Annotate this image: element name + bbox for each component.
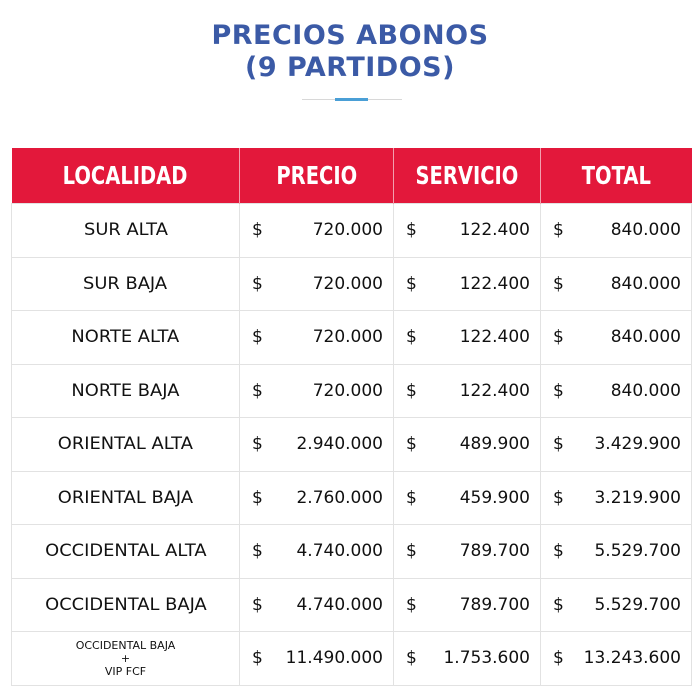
cell-servicio (394, 578, 541, 632)
precio-value: 4.740.000 (296, 594, 383, 615)
header-precio: PRECIO (240, 148, 394, 204)
precio-value: 2.760.000 (296, 487, 383, 508)
localidad-text: ORIENTAL BAJA (57, 487, 194, 508)
currency-symbol: $ (252, 380, 263, 401)
currency-symbol: $ (406, 487, 417, 508)
cell-servicio (394, 632, 541, 686)
servicio-value: 122.400 (459, 220, 530, 241)
precio-value: 720.000 (312, 273, 383, 294)
currency-symbol: $ (406, 541, 417, 562)
cell-servicio (394, 471, 541, 525)
total-value: 840.000 (610, 327, 681, 348)
cell-localidad (12, 525, 240, 579)
localidad-text: SUR BAJA (83, 273, 168, 294)
currency-symbol: $ (553, 434, 564, 455)
table-row (12, 204, 692, 258)
currency-symbol: $ (406, 220, 417, 241)
total-value: 840.000 (610, 273, 681, 294)
cell-localidad (12, 257, 240, 311)
servicio-value: 122.400 (459, 327, 530, 348)
currency-symbol: $ (406, 273, 417, 294)
cell-servicio (394, 364, 541, 418)
cell-localidad (12, 632, 240, 686)
table-row (12, 418, 692, 472)
table-row (12, 364, 692, 418)
currency-symbol: $ (252, 327, 263, 348)
precio-value: 2.940.000 (296, 434, 383, 455)
cell-precio (240, 525, 394, 579)
cell-total (541, 632, 692, 686)
precio-value: 11.490.000 (285, 648, 383, 669)
cell-servicio (394, 204, 541, 258)
prices-table (11, 148, 692, 686)
localidad-text: ORIENTAL ALTA (57, 434, 194, 455)
currency-symbol: $ (252, 273, 263, 294)
table-header-row (12, 148, 692, 204)
currency-symbol: $ (553, 648, 564, 669)
cell-total (541, 364, 692, 418)
localidad-text: SUR ALTA (83, 220, 168, 241)
precio-value: 720.000 (312, 327, 383, 348)
cell-precio (240, 471, 394, 525)
currency-symbol: $ (252, 434, 263, 455)
currency-symbol: $ (406, 327, 417, 348)
localidad-text: OCCIDENTAL ALTA (44, 541, 207, 562)
cell-localidad (12, 471, 240, 525)
servicio-value: 122.400 (459, 273, 530, 294)
total-value: 13.243.600 (583, 648, 681, 669)
cell-total (541, 204, 692, 258)
cell-servicio (394, 311, 541, 365)
cell-localidad (12, 364, 240, 418)
cell-total (541, 578, 692, 632)
cell-precio (240, 311, 394, 365)
table-row (12, 525, 692, 579)
cell-total (541, 471, 692, 525)
currency-symbol: $ (252, 648, 263, 669)
header-localidad: LOCALIDAD (12, 148, 240, 204)
currency-symbol: $ (553, 273, 564, 294)
table-row (12, 257, 692, 311)
localidad-line: OCCIDENTAL BAJA (75, 638, 176, 652)
currency-symbol: $ (553, 541, 564, 562)
total-value: 3.219.900 (594, 487, 681, 508)
localidad-text: OCCIDENTAL BAJA (44, 594, 207, 615)
table-row (12, 311, 692, 365)
total-value: 840.000 (610, 380, 681, 401)
cell-precio (240, 418, 394, 472)
header-total: TOTAL (541, 148, 692, 204)
cell-localidad (12, 311, 240, 365)
cell-localidad (12, 578, 240, 632)
cell-localidad (12, 418, 240, 472)
localidad-line: VIP FCF (104, 664, 147, 678)
cell-localidad (12, 204, 240, 258)
currency-symbol: $ (406, 380, 417, 401)
servicio-value: 789.700 (459, 541, 530, 562)
precio-value: 4.740.000 (296, 541, 383, 562)
cell-precio (240, 257, 394, 311)
cell-total (541, 311, 692, 365)
cell-total (541, 418, 692, 472)
currency-symbol: $ (406, 648, 417, 669)
cell-servicio (394, 525, 541, 579)
precio-value: 720.000 (312, 220, 383, 241)
page-title (0, 20, 700, 84)
localidad-text: NORTE BAJA (71, 380, 180, 401)
total-value: 5.529.700 (594, 541, 681, 562)
localidad-line: + (120, 651, 131, 665)
precio-value: 720.000 (312, 380, 383, 401)
title-divider-accent (335, 98, 368, 101)
cell-precio (240, 364, 394, 418)
cell-precio (240, 632, 394, 686)
cell-precio (240, 578, 394, 632)
table-row (12, 578, 692, 632)
cell-total (541, 525, 692, 579)
currency-symbol: $ (553, 380, 564, 401)
localidad-text: NORTE ALTA (71, 327, 180, 348)
cell-precio (240, 204, 394, 258)
currency-symbol: $ (406, 594, 417, 615)
cell-total (541, 257, 692, 311)
header-servicio: SERVICIO (394, 148, 541, 204)
total-value: 840.000 (610, 220, 681, 241)
table-row (12, 632, 692, 686)
servicio-value: 122.400 (459, 380, 530, 401)
servicio-value: 459.900 (459, 487, 530, 508)
currency-symbol: $ (406, 434, 417, 455)
currency-symbol: $ (252, 487, 263, 508)
table-row (12, 471, 692, 525)
currency-symbol: $ (252, 220, 263, 241)
currency-symbol: $ (553, 594, 564, 615)
servicio-value: 789.700 (459, 594, 530, 615)
currency-symbol: $ (553, 220, 564, 241)
servicio-value: 1.753.600 (443, 648, 530, 669)
total-value: 3.429.900 (594, 434, 681, 455)
cell-servicio (394, 257, 541, 311)
currency-symbol: $ (252, 594, 263, 615)
servicio-value: 489.900 (459, 434, 530, 455)
title-line-1: PRECIOS ABONOS (211, 20, 489, 51)
currency-symbol: $ (553, 327, 564, 348)
cell-servicio (394, 418, 541, 472)
title-line-2: (9 PARTIDOS) (245, 52, 455, 83)
total-value: 5.529.700 (594, 594, 681, 615)
currency-symbol: $ (252, 541, 263, 562)
currency-symbol: $ (553, 487, 564, 508)
